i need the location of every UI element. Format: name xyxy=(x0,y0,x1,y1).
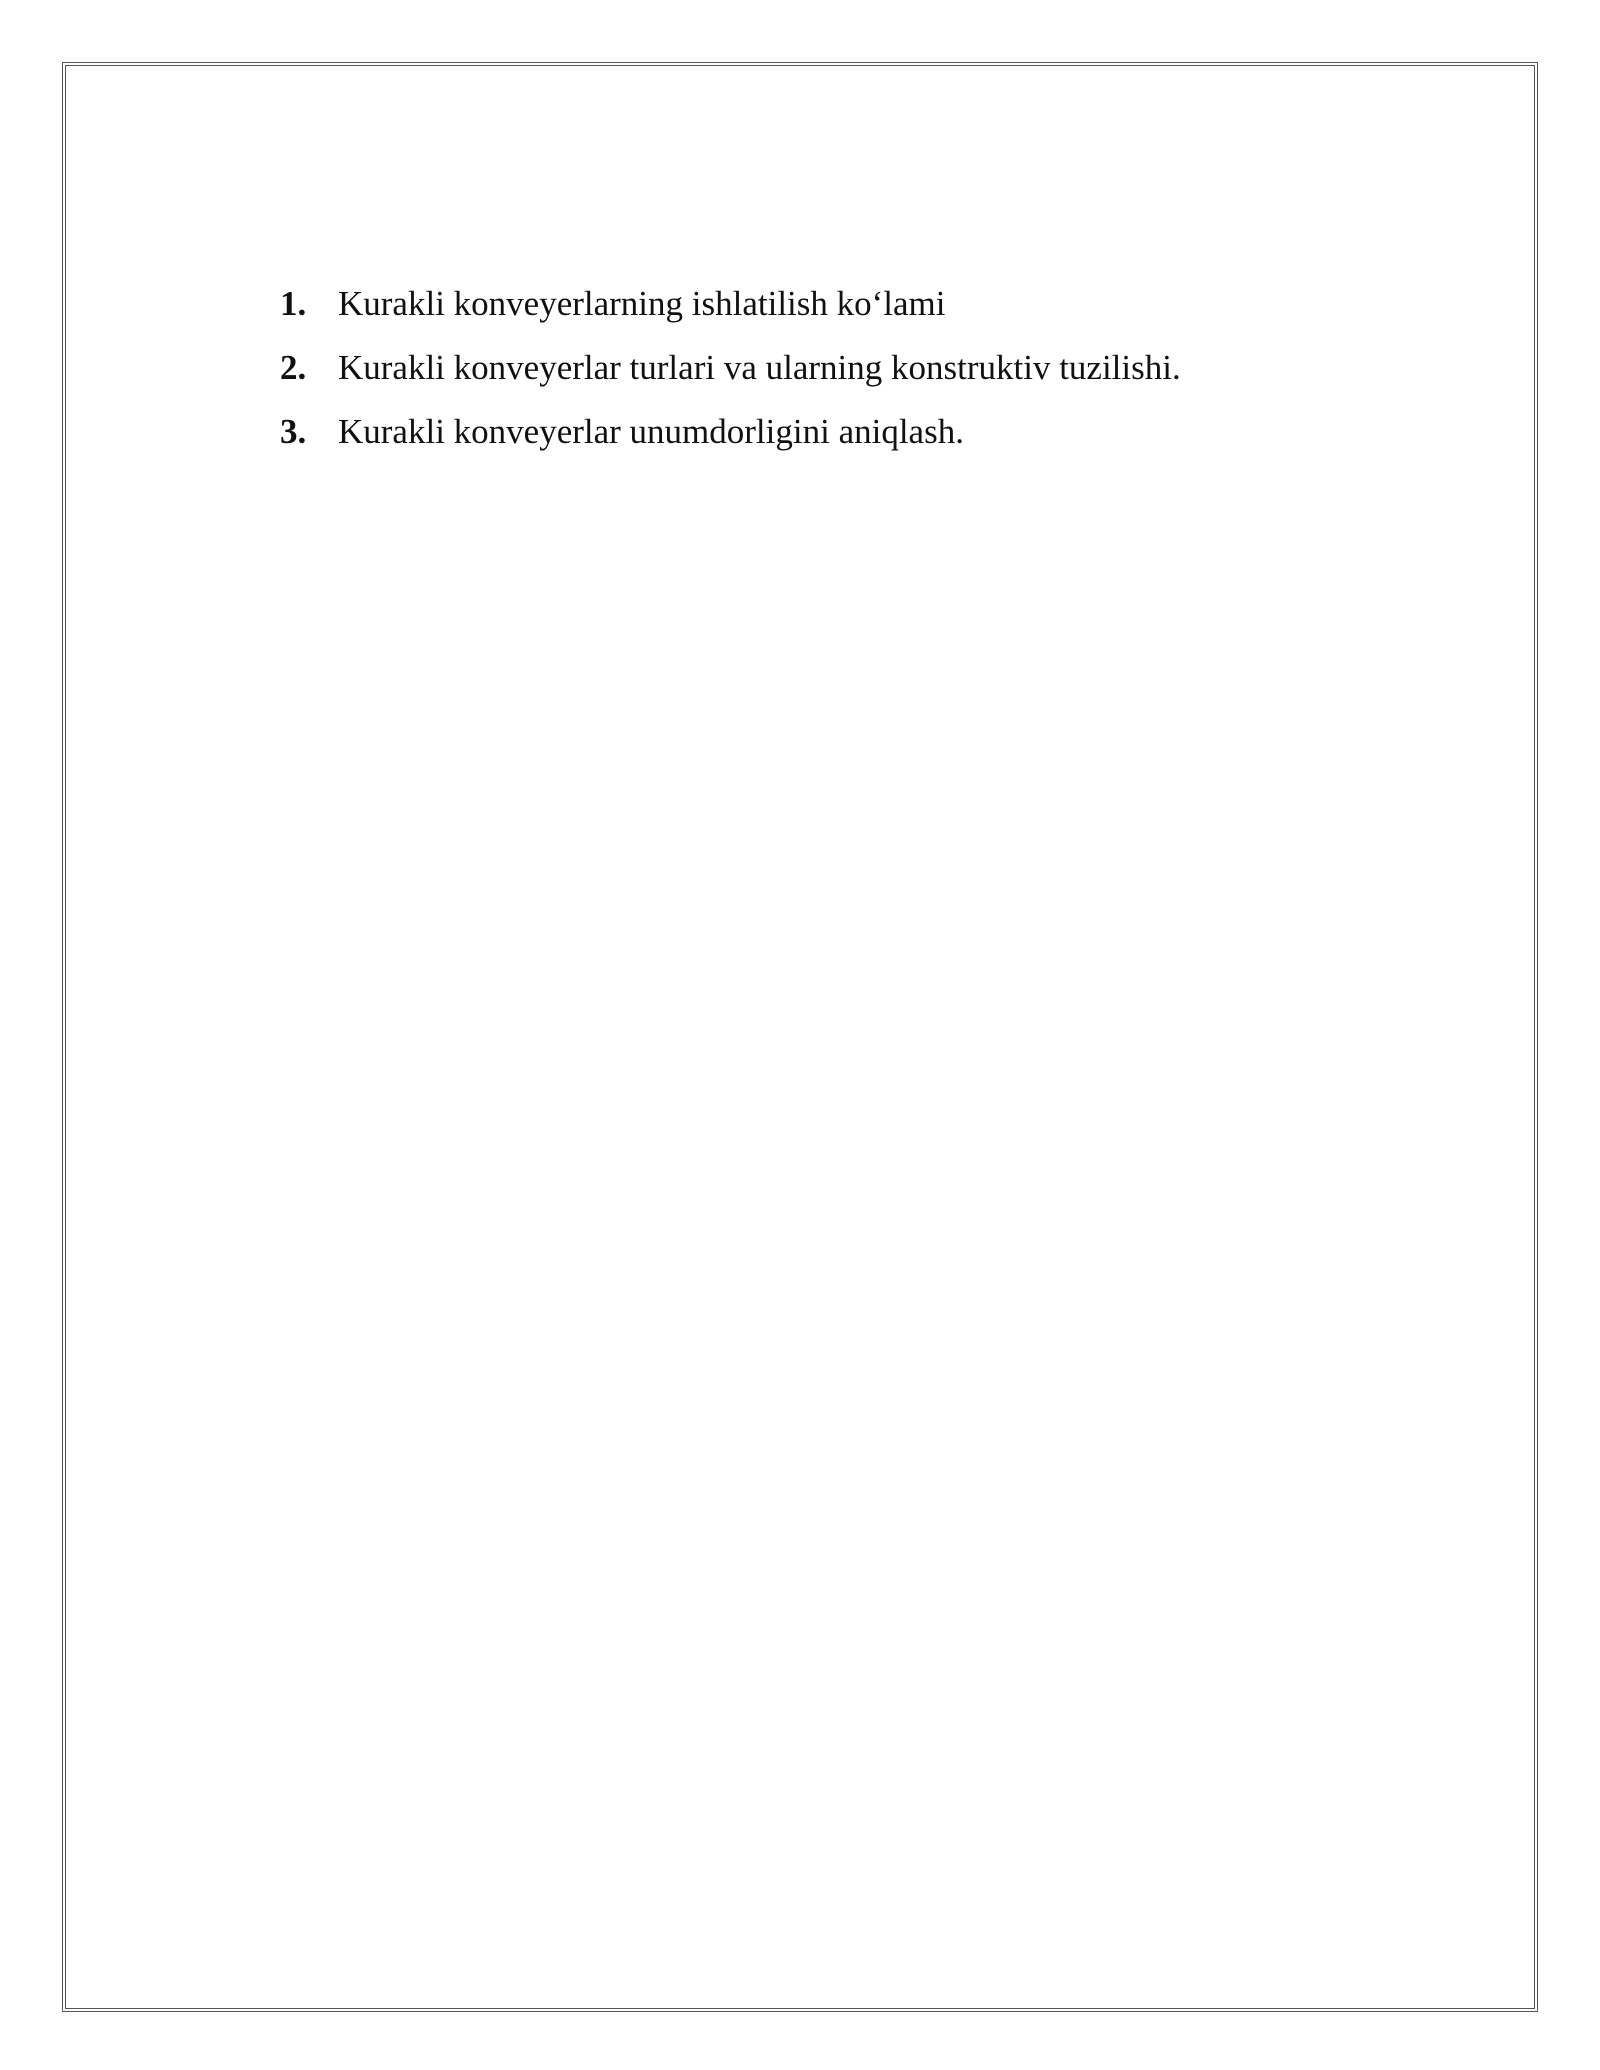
list-item-text: Kurakli konveyerlar unumdorligini aniqlash. xyxy=(338,412,964,451)
list-item xyxy=(280,336,1181,400)
list-item xyxy=(280,272,1181,336)
list-item-text: Kurakli konveyerlarning ishlatilish ko‘lami xyxy=(338,284,946,323)
list-item xyxy=(280,400,1181,464)
list-item-text: Kurakli konveyerlar turlari va ularning konstruktiv tuzilishi. xyxy=(338,348,1181,387)
list-item-number: 1. xyxy=(280,284,307,323)
list-item-number: 2. xyxy=(280,348,307,387)
list-item-number: 3. xyxy=(280,412,307,451)
topic-list xyxy=(280,272,1181,464)
